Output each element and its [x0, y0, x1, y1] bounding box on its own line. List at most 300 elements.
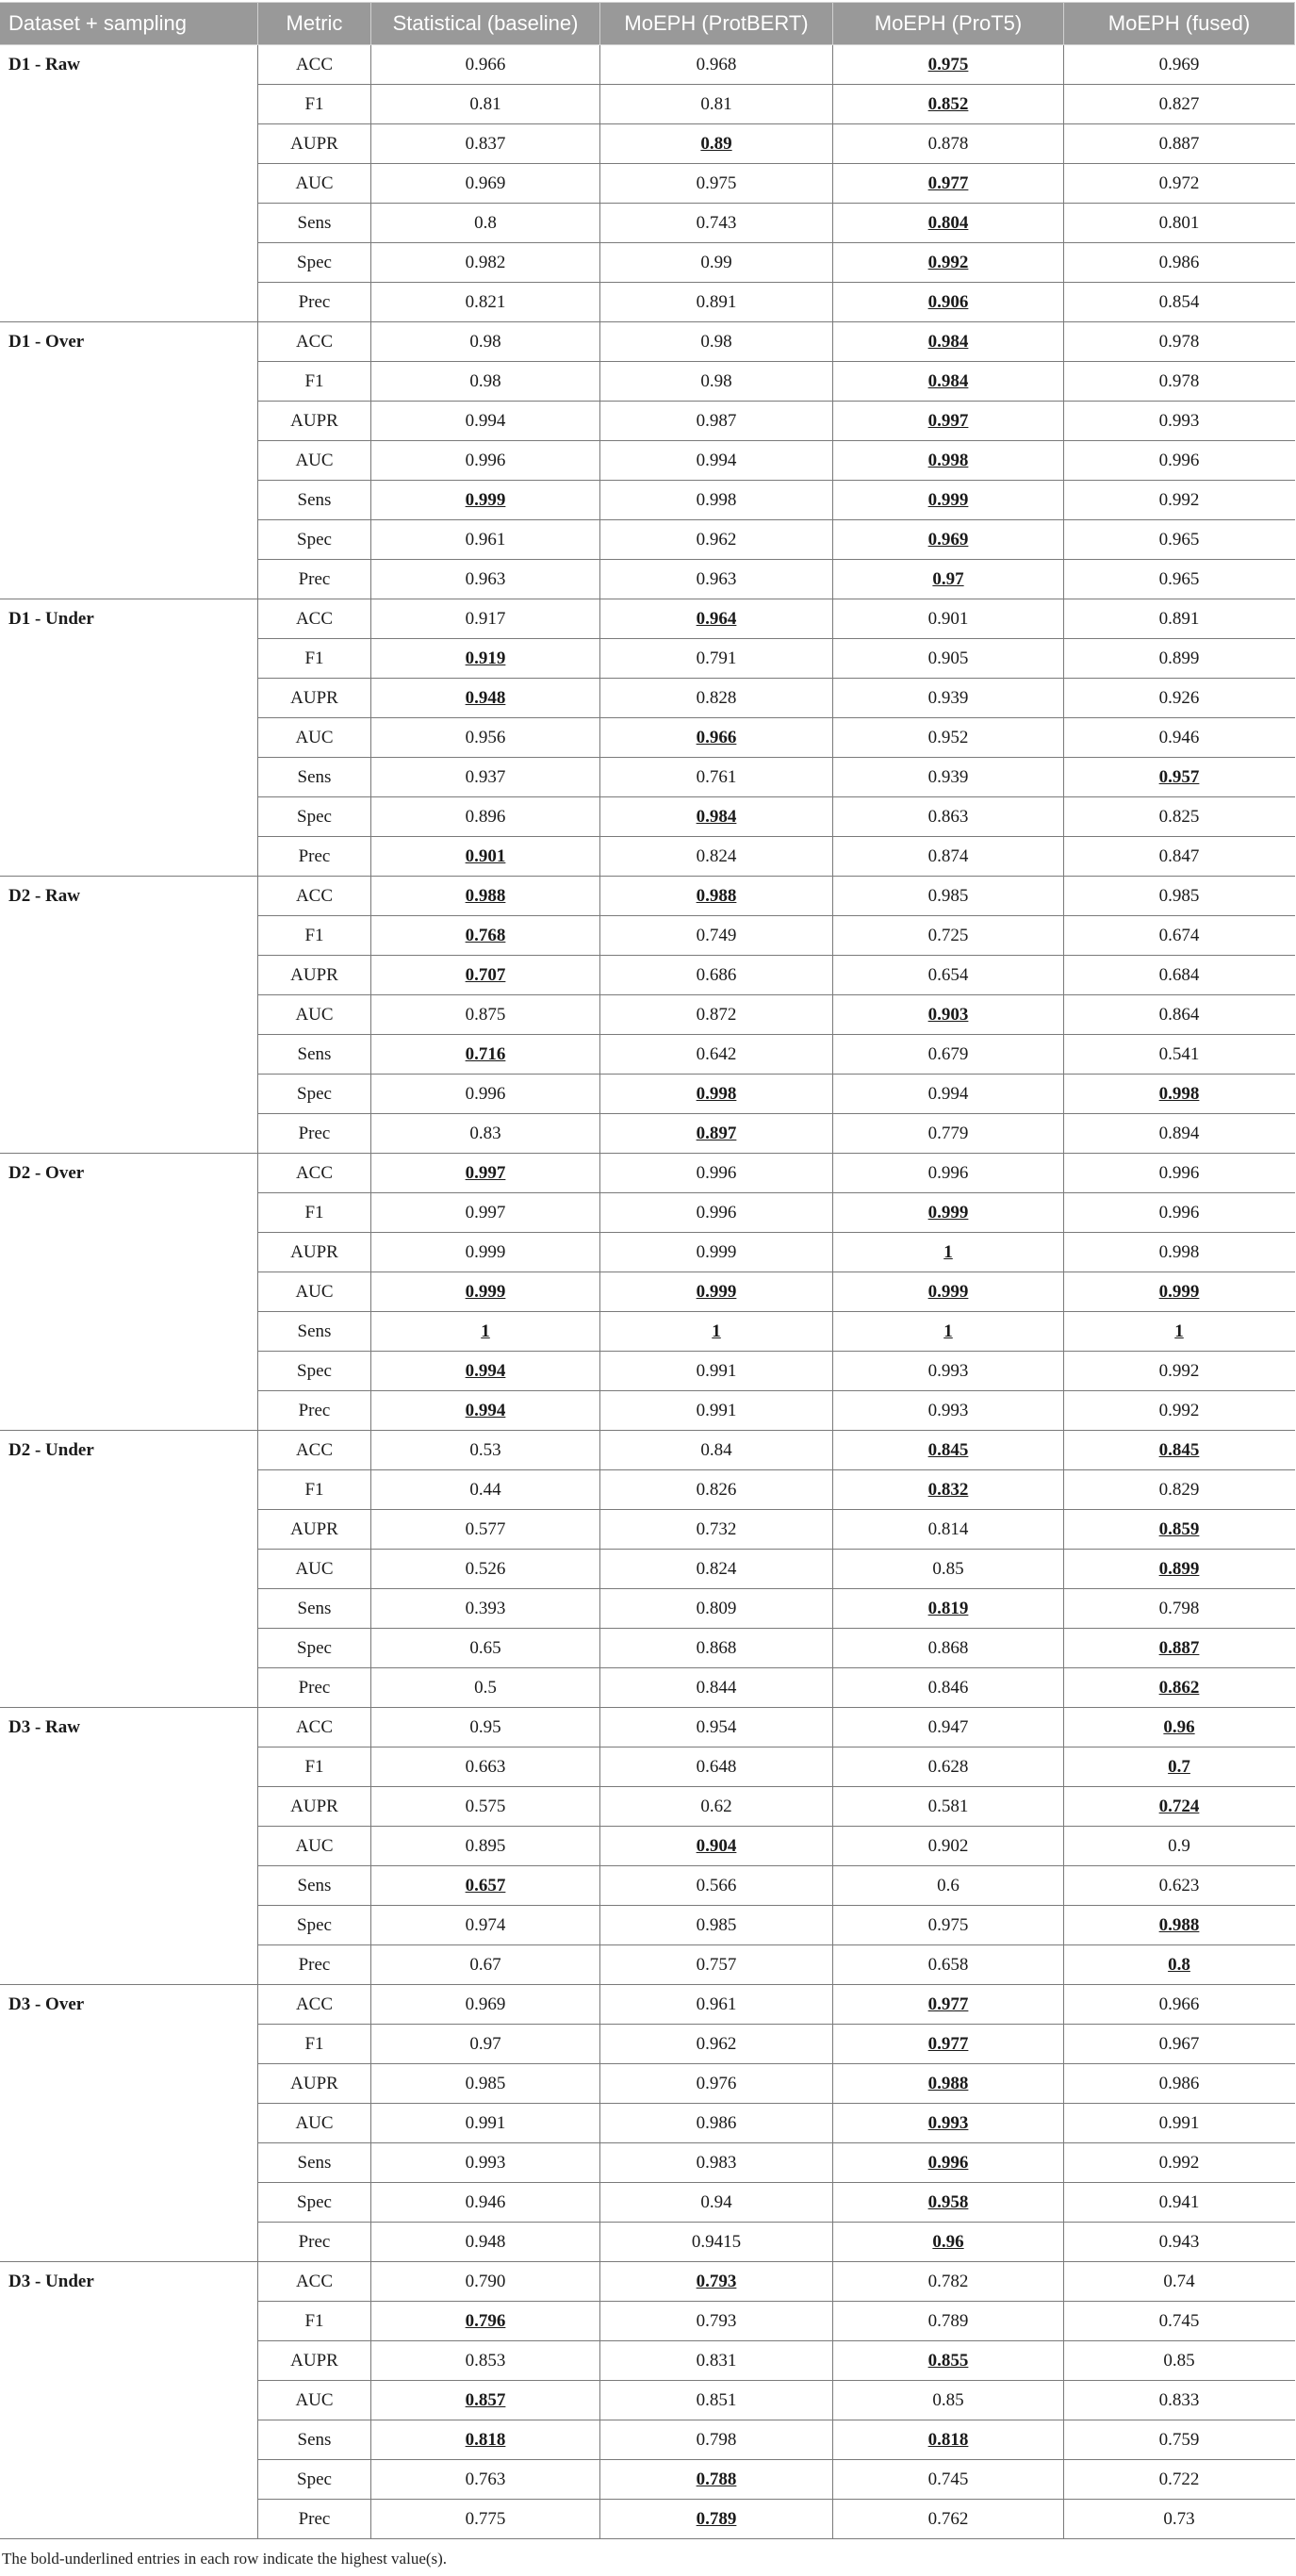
value-cell: 0.845	[833, 1431, 1064, 1470]
value-cell: 0.895	[371, 1827, 600, 1866]
value-cell: 1	[600, 1312, 833, 1352]
metric-cell: F1	[258, 1470, 371, 1510]
value-cell: 0.642	[600, 1035, 833, 1075]
value-cell: 0.996	[1064, 1193, 1295, 1233]
value-cell: 0.969	[833, 520, 1064, 560]
value-cell: 0.994	[371, 402, 600, 441]
value-cell: 0.919	[371, 639, 600, 679]
value-cell: 0.98	[600, 362, 833, 402]
value-cell: 0.775	[371, 2500, 600, 2539]
metric-cell: AUPR	[258, 2341, 371, 2381]
value-cell: 0.5	[371, 1668, 600, 1708]
value-cell: 0.997	[833, 402, 1064, 441]
value-cell: 0.985	[1064, 877, 1295, 916]
value-cell: 0.814	[833, 1510, 1064, 1550]
value-cell: 0.845	[1064, 1431, 1295, 1470]
value-cell: 0.857	[371, 2381, 600, 2420]
value-cell: 0.988	[1064, 1906, 1295, 1945]
metric-cell: AUPR	[258, 124, 371, 164]
value-cell: 0.966	[1064, 1985, 1295, 2025]
metric-cell: Sens	[258, 481, 371, 520]
header-moeph-fused: MoEPH (fused)	[1064, 3, 1295, 45]
value-cell: 0.952	[833, 718, 1064, 758]
value-cell: 0.97	[371, 2025, 600, 2064]
value-cell: 0.991	[600, 1391, 833, 1431]
value-cell: 0.67	[371, 1945, 600, 1985]
value-cell: 0.874	[833, 837, 1064, 877]
value-cell: 0.9415	[600, 2223, 833, 2262]
value-cell: 0.6	[833, 1866, 1064, 1906]
value-cell: 0.905	[833, 639, 1064, 679]
value-cell: 0.791	[600, 639, 833, 679]
table-row	[1, 2262, 1295, 2302]
value-cell: 0.732	[600, 1510, 833, 1550]
value-cell: 0.863	[833, 797, 1064, 837]
value-cell: 0.98	[371, 362, 600, 402]
value-cell: 0.804	[833, 204, 1064, 243]
table-row	[1, 322, 1295, 362]
metric-cell: Sens	[258, 1035, 371, 1075]
value-cell: 0.81	[600, 85, 833, 124]
header-statistical-baseline: Statistical (baseline)	[371, 3, 600, 45]
value-cell: 0.73	[1064, 2500, 1295, 2539]
value-cell: 0.663	[371, 1747, 600, 1787]
value-cell: 0.757	[600, 1945, 833, 1985]
value-cell: 0.974	[371, 1906, 600, 1945]
value-cell: 0.65	[371, 1629, 600, 1668]
value-cell: 0.977	[833, 164, 1064, 204]
value-cell: 0.763	[371, 2460, 600, 2500]
value-cell: 0.902	[833, 1827, 1064, 1866]
value-cell: 0.901	[833, 599, 1064, 639]
value-cell: 0.896	[371, 797, 600, 837]
value-cell: 0.826	[600, 1470, 833, 1510]
value-cell: 0.862	[1064, 1668, 1295, 1708]
metric-cell: Sens	[258, 2143, 371, 2183]
value-cell: 0.809	[600, 1589, 833, 1629]
metric-cell: Spec	[258, 1075, 371, 1114]
metric-cell: AUPR	[258, 2064, 371, 2104]
metric-cell: ACC	[258, 1431, 371, 1470]
value-cell: 0.852	[833, 85, 1064, 124]
value-cell: 0.999	[833, 1272, 1064, 1312]
value-cell: 0.899	[1064, 639, 1295, 679]
value-cell: 0.684	[1064, 956, 1295, 995]
metric-cell: AUPR	[258, 679, 371, 718]
value-cell: 0.957	[1064, 758, 1295, 797]
value-cell: 0.837	[371, 124, 600, 164]
value-cell: 0.993	[833, 1352, 1064, 1391]
value-cell: 0.83	[371, 1114, 600, 1154]
header-moeph-prot5: MoEPH (ProT5)	[833, 3, 1064, 45]
value-cell: 0.966	[600, 718, 833, 758]
value-cell: 0.825	[1064, 797, 1295, 837]
metric-cell: Prec	[258, 560, 371, 599]
value-cell: 0.978	[1064, 322, 1295, 362]
value-cell: 0.993	[833, 1391, 1064, 1431]
value-cell: 0.993	[1064, 402, 1295, 441]
metric-cell: AUC	[258, 441, 371, 481]
metric-cell: Spec	[258, 2460, 371, 2500]
value-cell: 0.95	[371, 1708, 600, 1747]
metric-cell: Sens	[258, 2420, 371, 2460]
metric-cell: F1	[258, 2025, 371, 2064]
value-cell: 0.745	[833, 2460, 1064, 2500]
value-cell: 0.654	[833, 956, 1064, 995]
value-cell: 0.946	[1064, 718, 1295, 758]
value-cell: 0.999	[833, 481, 1064, 520]
value-cell: 0.868	[600, 1629, 833, 1668]
value-cell: 0.790	[371, 2262, 600, 2302]
metric-cell: F1	[258, 916, 371, 956]
value-cell: 0.887	[1064, 1629, 1295, 1668]
value-cell: 0.85	[833, 1550, 1064, 1589]
value-cell: 0.725	[833, 916, 1064, 956]
header-moeph-protbert: MoEPH (ProtBERT)	[600, 3, 833, 45]
value-cell: 0.658	[833, 1945, 1064, 1985]
value-cell: 0.999	[600, 1272, 833, 1312]
value-cell: 0.724	[1064, 1787, 1295, 1827]
value-cell: 0.96	[1064, 1708, 1295, 1747]
value-cell: 0.575	[371, 1787, 600, 1827]
value-cell: 0.679	[833, 1035, 1064, 1075]
value-cell: 0.903	[833, 995, 1064, 1035]
value-cell: 0.894	[1064, 1114, 1295, 1154]
value-cell: 0.988	[833, 2064, 1064, 2104]
value-cell: 0.793	[600, 2262, 833, 2302]
value-cell: 0.958	[833, 2183, 1064, 2223]
dataset-group-label: D3 - Over	[1, 1985, 258, 2262]
value-cell: 0.832	[833, 1470, 1064, 1510]
metric-cell: Prec	[258, 1668, 371, 1708]
value-cell: 0.999	[1064, 1272, 1295, 1312]
metric-cell: AUC	[258, 2104, 371, 2143]
value-cell: 0.943	[1064, 2223, 1295, 2262]
value-cell: 0.674	[1064, 916, 1295, 956]
value-cell: 0.875	[371, 995, 600, 1035]
value-cell: 0.992	[1064, 1352, 1295, 1391]
value-cell: 0.788	[600, 2460, 833, 2500]
metric-cell: ACC	[258, 1708, 371, 1747]
value-cell: 0.761	[600, 758, 833, 797]
dataset-group-label: D2 - Over	[1, 1154, 258, 1431]
value-cell: 0.716	[371, 1035, 600, 1075]
metric-cell: ACC	[258, 599, 371, 639]
value-cell: 0.897	[600, 1114, 833, 1154]
value-cell: 0.991	[371, 2104, 600, 2143]
value-cell: 0.967	[1064, 2025, 1295, 2064]
value-cell: 0.829	[1064, 1470, 1295, 1510]
value-cell: 0.44	[371, 1470, 600, 1510]
value-cell: 0.986	[600, 2104, 833, 2143]
value-cell: 0.577	[371, 1510, 600, 1550]
metric-cell: F1	[258, 1747, 371, 1787]
value-cell: 0.853	[371, 2341, 600, 2381]
metric-cell: F1	[258, 639, 371, 679]
value-cell: 0.948	[371, 2223, 600, 2262]
value-cell: 0.996	[1064, 441, 1295, 481]
value-cell: 0.789	[600, 2500, 833, 2539]
value-cell: 0.997	[371, 1154, 600, 1193]
metric-cell: Sens	[258, 204, 371, 243]
value-cell: 0.833	[1064, 2381, 1295, 2420]
value-cell: 0.9	[1064, 1827, 1295, 1866]
value-cell: 0.977	[833, 2025, 1064, 2064]
value-cell: 0.779	[833, 1114, 1064, 1154]
metric-cell: Spec	[258, 797, 371, 837]
metric-cell: F1	[258, 85, 371, 124]
metric-cell: AUPR	[258, 402, 371, 441]
value-cell: 0.978	[1064, 362, 1295, 402]
value-cell: 0.623	[1064, 1866, 1295, 1906]
value-cell: 0.81	[371, 85, 600, 124]
value-cell: 0.983	[600, 2143, 833, 2183]
value-cell: 0.975	[833, 1906, 1064, 1945]
metric-cell: ACC	[258, 1985, 371, 2025]
value-cell: 0.986	[1064, 243, 1295, 283]
value-cell: 0.982	[371, 243, 600, 283]
metric-cell: F1	[258, 362, 371, 402]
value-cell: 0.745	[1064, 2302, 1295, 2341]
metric-cell: Prec	[258, 1391, 371, 1431]
value-cell: 0.963	[371, 560, 600, 599]
value-cell: 0.85	[833, 2381, 1064, 2420]
header-metric: Metric	[258, 3, 371, 45]
header-dataset-sampling: Dataset + sampling	[1, 3, 258, 45]
value-cell: 0.972	[1064, 164, 1295, 204]
value-cell: 0.831	[600, 2341, 833, 2381]
value-cell: 0.996	[833, 1154, 1064, 1193]
metric-cell: ACC	[258, 877, 371, 916]
value-cell: 0.94	[600, 2183, 833, 2223]
metric-cell: Spec	[258, 2183, 371, 2223]
value-cell: 0.993	[371, 2143, 600, 2183]
metric-cell: AUC	[258, 718, 371, 758]
metric-cell: Prec	[258, 1114, 371, 1154]
value-cell: 0.782	[833, 2262, 1064, 2302]
value-cell: 0.53	[371, 1431, 600, 1470]
value-cell: 0.828	[600, 679, 833, 718]
value-cell: 0.657	[371, 1866, 600, 1906]
value-cell: 0.976	[600, 2064, 833, 2104]
value-cell: 0.827	[1064, 85, 1295, 124]
value-cell: 0.855	[833, 2341, 1064, 2381]
value-cell: 0.954	[600, 1708, 833, 1747]
metric-cell: AUC	[258, 2381, 371, 2420]
value-cell: 0.999	[371, 1272, 600, 1312]
value-cell: 0.798	[600, 2420, 833, 2460]
value-cell: 0.859	[1064, 1510, 1295, 1550]
metric-cell: AUPR	[258, 1510, 371, 1550]
value-cell: 0.966	[371, 45, 600, 85]
metric-cell: Spec	[258, 1352, 371, 1391]
value-cell: 0.824	[600, 1550, 833, 1589]
value-cell: 0.994	[833, 1075, 1064, 1114]
metric-cell: F1	[258, 2302, 371, 2341]
value-cell: 0.798	[1064, 1589, 1295, 1629]
value-cell: 0.998	[833, 441, 1064, 481]
value-cell: 0.969	[1064, 45, 1295, 85]
value-cell: 0.878	[833, 124, 1064, 164]
results-table	[0, 2, 1295, 2539]
value-cell: 0.906	[833, 283, 1064, 322]
value-cell: 0.999	[833, 1193, 1064, 1233]
value-cell: 0.722	[1064, 2460, 1295, 2500]
value-cell: 0.98	[371, 322, 600, 362]
value-cell: 0.844	[600, 1668, 833, 1708]
value-cell: 0.992	[1064, 2143, 1295, 2183]
value-cell: 0.996	[600, 1154, 833, 1193]
value-cell: 0.872	[600, 995, 833, 1035]
value-cell: 0.581	[833, 1787, 1064, 1827]
value-cell: 0.996	[371, 1075, 600, 1114]
value-cell: 0.961	[371, 520, 600, 560]
value-cell: 0.686	[600, 956, 833, 995]
value-cell: 0.939	[833, 758, 1064, 797]
value-cell: 0.707	[371, 956, 600, 995]
value-cell: 0.992	[1064, 481, 1295, 520]
value-cell: 0.947	[833, 1708, 1064, 1747]
value-cell: 0.819	[833, 1589, 1064, 1629]
value-cell: 0.99	[600, 243, 833, 283]
metric-cell: ACC	[258, 2262, 371, 2302]
metric-cell: Sens	[258, 1589, 371, 1629]
value-cell: 0.648	[600, 1747, 833, 1787]
table-row	[1, 45, 1295, 85]
value-cell: 0.854	[1064, 283, 1295, 322]
value-cell: 0.994	[371, 1391, 600, 1431]
value-cell: 0.985	[600, 1906, 833, 1945]
value-cell: 0.97	[833, 560, 1064, 599]
value-cell: 0.789	[833, 2302, 1064, 2341]
value-cell: 0.393	[371, 1589, 600, 1629]
table-footnote: The bold-underlined entries in each row indicate the highest value(s).	[2, 2550, 448, 2568]
metric-cell: AUC	[258, 164, 371, 204]
value-cell: 0.8	[1064, 1945, 1295, 1985]
value-cell: 0.962	[600, 520, 833, 560]
value-cell: 0.891	[1064, 599, 1295, 639]
value-cell: 0.899	[1064, 1550, 1295, 1589]
value-cell: 0.984	[833, 362, 1064, 402]
metric-cell: Prec	[258, 1945, 371, 1985]
value-cell: 0.526	[371, 1550, 600, 1589]
value-cell: 0.975	[600, 164, 833, 204]
value-cell: 0.996	[1064, 1154, 1295, 1193]
value-cell: 0.965	[1064, 560, 1295, 599]
table-header-row	[1, 3, 1295, 45]
value-cell: 1	[833, 1312, 1064, 1352]
metric-cell: Sens	[258, 1312, 371, 1352]
value-cell: 0.965	[1064, 520, 1295, 560]
value-cell: 0.996	[833, 2143, 1064, 2183]
value-cell: 0.89	[600, 124, 833, 164]
value-cell: 0.961	[600, 1985, 833, 2025]
value-cell: 0.749	[600, 916, 833, 956]
metric-cell: Spec	[258, 1629, 371, 1668]
value-cell: 0.887	[1064, 124, 1295, 164]
value-cell: 0.941	[1064, 2183, 1295, 2223]
metric-cell: Spec	[258, 520, 371, 560]
value-cell: 0.996	[600, 1193, 833, 1233]
value-cell: 0.992	[1064, 1391, 1295, 1431]
value-cell: 0.946	[371, 2183, 600, 2223]
value-cell: 0.868	[833, 1629, 1064, 1668]
dataset-group-label: D1 - Under	[1, 599, 258, 877]
value-cell: 0.994	[600, 441, 833, 481]
value-cell: 0.991	[600, 1352, 833, 1391]
value-cell: 0.999	[600, 1233, 833, 1272]
value-cell: 0.851	[600, 2381, 833, 2420]
value-cell: 0.985	[371, 2064, 600, 2104]
metric-cell: Spec	[258, 1906, 371, 1945]
metric-cell: Prec	[258, 2223, 371, 2262]
value-cell: 0.969	[371, 1985, 600, 2025]
dataset-group-label: D3 - Under	[1, 2262, 258, 2539]
value-cell: 0.84	[600, 1431, 833, 1470]
table-row	[1, 1708, 1295, 1747]
value-cell: 0.993	[833, 2104, 1064, 2143]
value-cell: 0.937	[371, 758, 600, 797]
table-row	[1, 599, 1295, 639]
dataset-group-label: D2 - Under	[1, 1431, 258, 1708]
table-row	[1, 1431, 1295, 1470]
value-cell: 0.85	[1064, 2341, 1295, 2381]
metric-cell: ACC	[258, 1154, 371, 1193]
value-cell: 0.818	[833, 2420, 1064, 2460]
value-cell: 0.956	[371, 718, 600, 758]
value-cell: 0.969	[371, 164, 600, 204]
value-cell: 0.968	[600, 45, 833, 85]
value-cell: 0.801	[1064, 204, 1295, 243]
dataset-group-label: D2 - Raw	[1, 877, 258, 1154]
value-cell: 0.963	[600, 560, 833, 599]
value-cell: 0.74	[1064, 2262, 1295, 2302]
value-cell: 0.901	[371, 837, 600, 877]
value-cell: 0.743	[600, 204, 833, 243]
value-cell: 0.985	[833, 877, 1064, 916]
value-cell: 0.917	[371, 599, 600, 639]
metric-cell: ACC	[258, 322, 371, 362]
metric-cell: Spec	[258, 243, 371, 283]
metric-cell: AUPR	[258, 1233, 371, 1272]
metric-cell: AUC	[258, 1827, 371, 1866]
value-cell: 0.986	[1064, 2064, 1295, 2104]
value-cell: 0.926	[1064, 679, 1295, 718]
value-cell: 0.62	[600, 1787, 833, 1827]
table-row	[1, 877, 1295, 916]
value-cell: 0.997	[371, 1193, 600, 1233]
value-cell: 0.939	[833, 679, 1064, 718]
value-cell: 0.821	[371, 283, 600, 322]
value-cell: 0.996	[371, 441, 600, 481]
value-cell: 0.999	[371, 481, 600, 520]
dataset-group-label: D3 - Raw	[1, 1708, 258, 1985]
metric-cell: AUC	[258, 1272, 371, 1312]
value-cell: 0.975	[833, 45, 1064, 85]
dataset-group-label: D1 - Raw	[1, 45, 258, 322]
metric-cell: Prec	[258, 837, 371, 877]
metric-cell: Sens	[258, 758, 371, 797]
value-cell: 0.566	[600, 1866, 833, 1906]
value-cell: 0.999	[371, 1233, 600, 1272]
value-cell: 0.998	[1064, 1075, 1295, 1114]
value-cell: 0.891	[600, 283, 833, 322]
value-cell: 0.984	[600, 797, 833, 837]
table-body	[1, 45, 1295, 2539]
metric-cell: Sens	[258, 1866, 371, 1906]
value-cell: 0.7	[1064, 1747, 1295, 1787]
value-cell: 0.96	[833, 2223, 1064, 2262]
